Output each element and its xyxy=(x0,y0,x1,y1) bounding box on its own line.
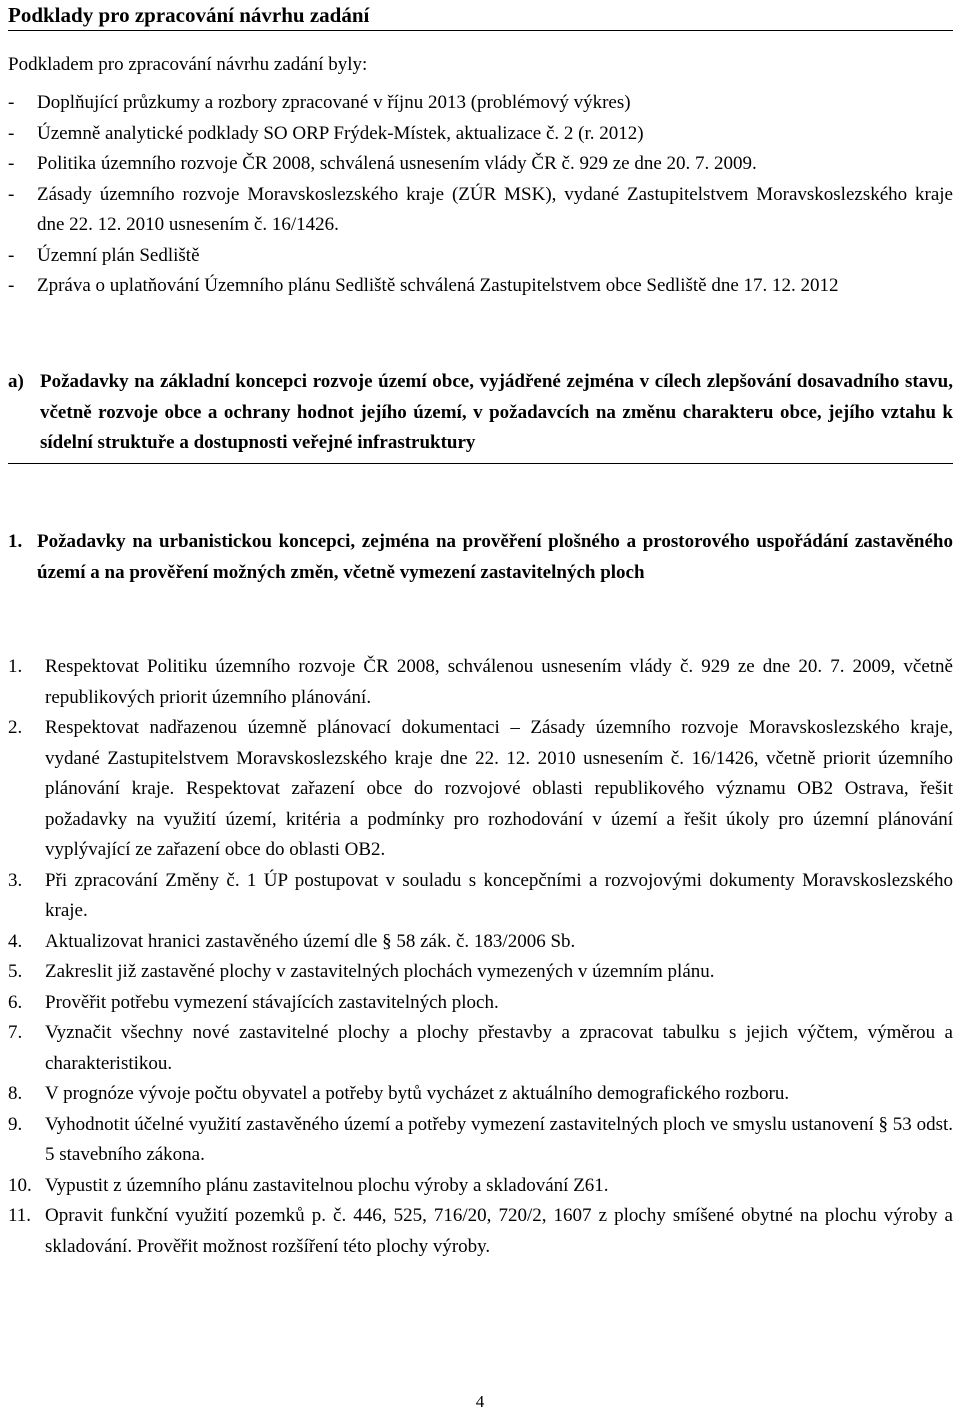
requirements-list xyxy=(8,652,953,1262)
section-a-label: a) xyxy=(8,371,24,392)
requirement-text: Respektovat nadřazenou územně plánovací dokumentaci – Zásady územního rozvoje Moravskoslezského kraje, vydané Zastupitelstvem Moravskoslezského kraje dne 22. 12. 2010 usnesením č. 16/1426, včetně priorit územního plánování kraje. Respektovat zařazení obce do rozvojové oblasti republikového významu OB2 Ostrava, řešit požadavky na využití území, kritéria a podmínky pro rozhodování v území a řešit úkoly pro územní plánování vyplývající ze zařazení obce do oblasti OB2. xyxy=(45,717,953,860)
section-1-heading xyxy=(8,527,953,588)
requirement-item xyxy=(8,1171,953,1202)
page-title: Podklady pro zpracování návrhu zadání xyxy=(8,0,953,31)
intro-text: Podkladem pro zpracování návrhu zadání byly: xyxy=(8,54,368,75)
list-item-text: Územně analytické podklady SO ORP Frýdek-Místek, aktualizace č. 2 (r. 2012) xyxy=(37,122,644,144)
dash-bullet: - xyxy=(8,122,15,144)
requirement-text: Respektovat Politiku územního rozvoje ČR 2008, schválenou usnesením vlády č. 929 ze dne 20. 7. 2009, včetně republikových priorit územního plánování. xyxy=(45,656,953,708)
intro-paragraph xyxy=(8,50,953,81)
requirement-item xyxy=(8,988,953,1019)
requirement-text: Vyznačit všechny nové zastavitelné plochy a plochy přestavby a zpracovat tabulku s jejich výčtem, výměrou a charakteristikou. xyxy=(45,1022,953,1074)
requirement-text: V prognóze vývoje počtu obyvatel a potřeby bytů vycházet z aktuálního demografického rozboru. xyxy=(45,1083,790,1104)
requirement-number: 5. xyxy=(8,961,23,982)
list-item xyxy=(8,241,953,272)
requirement-number: 10. xyxy=(8,1174,32,1196)
requirement-text: Aktualizovat hranici zastavěného území dle § 58 zák. č. 183/2006 Sb. xyxy=(45,930,576,952)
requirement-number: 1. xyxy=(8,656,23,677)
requirement-item xyxy=(8,652,953,713)
dash-bullet: - xyxy=(8,275,15,296)
requirement-text: Vypustit z územního plánu zastavitelnou plochu výroby a skladování Z61. xyxy=(45,1174,609,1196)
dash-bullet: - xyxy=(8,183,15,205)
section-1-text: Požadavky na urbanistickou koncepci, zejména na prověření plošného a prostorového uspořádání zastavěného území a na prověření možných změn, včetně vymezení zastavitelných ploch xyxy=(37,531,953,583)
list-item xyxy=(8,149,953,180)
list-item xyxy=(8,119,953,150)
requirement-item xyxy=(8,866,953,927)
requirement-number: 4. xyxy=(8,930,23,952)
requirement-item xyxy=(8,927,953,958)
requirement-text: Vyhodnotit účelné využití zastavěného území a potřeby vymezení zastavitelných ploch ve smyslu ustanovení § 53 odst. 5 stavebního zákona. xyxy=(45,1113,953,1165)
list-item xyxy=(8,180,953,241)
requirement-text: Při zpracování Změny č. 1 ÚP postupovat v souladu s koncepčními a rozvojovými dokumenty Moravskoslezského kraje. xyxy=(45,869,953,921)
requirement-text: Opravit funkční využití pozemků p. č. 446, 525, 716/20, 720/2, 1607 z plochy smíšené obytné na plochu výroby a skladování. Prověřit možnost rozšíření této plochy výroby. xyxy=(45,1205,953,1257)
requirement-item xyxy=(8,713,953,866)
requirement-number: 3. xyxy=(8,869,23,891)
requirement-number: 7. xyxy=(8,1022,23,1043)
list-item xyxy=(8,88,953,119)
requirement-number: 2. xyxy=(8,717,23,738)
requirement-number: 9. xyxy=(8,1113,23,1135)
list-item-text: Zásady územního rozvoje Moravskoslezského kraje (ZÚR MSK), vydané Zastupitelstvem Moravskoslezského kraje dne 22. 12. 2010 usnesením č. 16/1426. xyxy=(37,183,953,235)
section-a-text: Požadavky na základní koncepci rozvoje území obce, vyjádřené zejména v cílech zlepšování dosavadního stavu, včetně rozvoje obce a ochrany hodnot jejího území, v požadavcích na změnu charakteru obce, jejího vztahu k sídelní struktuře a dostupnosti veřejné infrastruktury xyxy=(40,371,953,453)
requirement-number: 8. xyxy=(8,1083,23,1104)
list-item-text: Územní plán Sedliště xyxy=(37,244,200,266)
requirement-item xyxy=(8,1110,953,1171)
requirement-number: 11. xyxy=(8,1205,32,1226)
page-number: 4 xyxy=(475,1392,485,1411)
section-a-heading xyxy=(8,367,953,464)
list-item-text: Doplňující průzkumy a rozbory zpracované v říjnu 2013 (problémový výkres) xyxy=(37,92,631,113)
requirement-item xyxy=(8,1201,953,1262)
list-item-text: Zpráva o uplatňování Územního plánu Sedliště schválená Zastupitelstvem obce Sedliště dne 17. 12. 2012 xyxy=(37,275,839,296)
dash-bullet: - xyxy=(8,92,15,113)
section-1-label: 1. xyxy=(8,531,23,552)
list-item-text: Politika územního rozvoje ČR 2008, schválená usnesením vlády ČR č. 929 ze dne 20. 7. 2009. xyxy=(37,153,757,174)
requirement-item xyxy=(8,1079,953,1110)
basis-list xyxy=(8,88,953,302)
dash-bullet: - xyxy=(8,153,15,174)
requirement-text: Prověřit potřebu vymezení stávajících zastavitelných ploch. xyxy=(45,991,499,1013)
dash-bullet: - xyxy=(8,244,15,266)
requirement-text: Zakreslit již zastavěné plochy v zastavitelných plochách vymezených v územním plánu. xyxy=(45,961,715,982)
list-item xyxy=(8,271,953,302)
requirement-item xyxy=(8,1018,953,1079)
requirement-item xyxy=(8,957,953,988)
requirement-number: 6. xyxy=(8,991,23,1013)
